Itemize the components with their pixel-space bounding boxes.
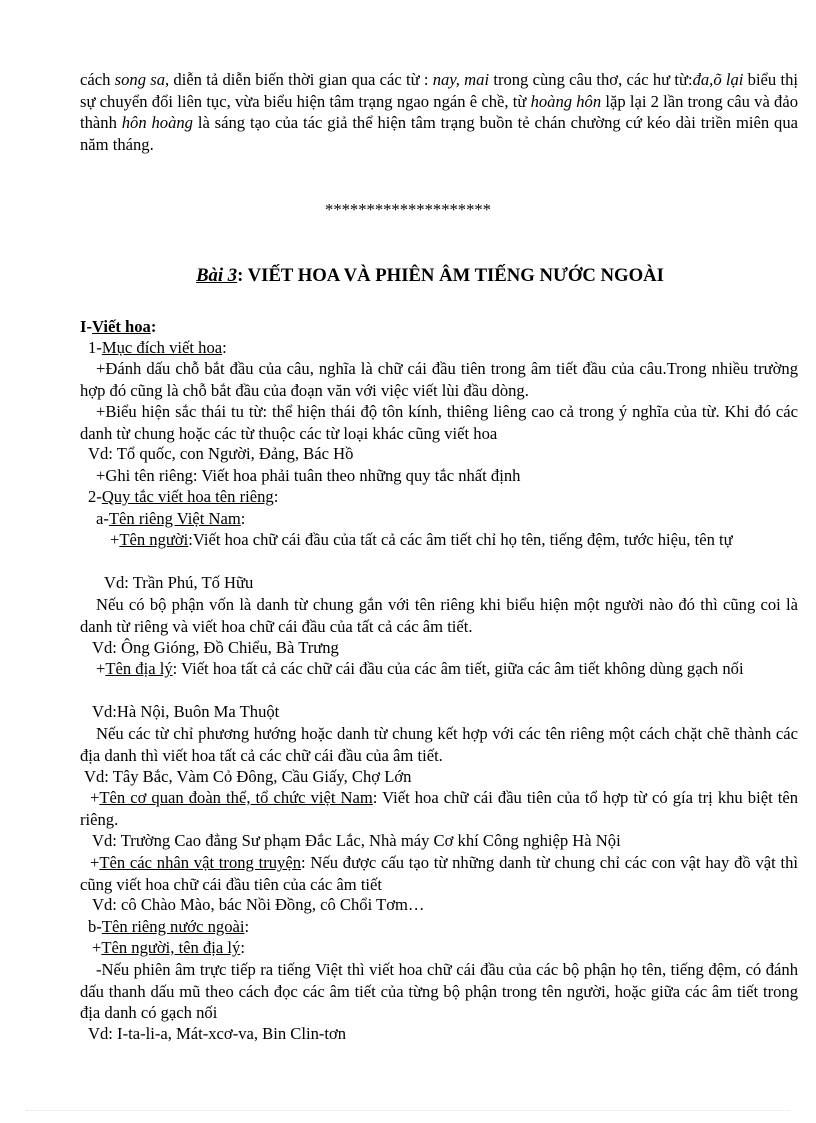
text-run: biểu thị sự chuyển đổi liên tục, vừa biểu hiện tâm trạng ngao ngán ê chề, từ [80, 70, 798, 111]
rule-term: Tên người [119, 530, 189, 549]
subsection-colon: : [244, 917, 250, 936]
subsection-colon: : [240, 509, 246, 528]
bullet-plus: + [90, 788, 100, 807]
subsection-prefix: 1- [88, 338, 102, 357]
subsection-a-heading [96, 508, 245, 530]
subsection-b-heading [88, 916, 249, 938]
rule-term: Tên cơ quan đoàn thể, tổ chức việt Nam [99, 788, 373, 807]
paragraph-directions: Nếu các từ chỉ phương hướng hoặc danh từ chung kết hợp với các tên riêng một cách chặt chẽ thành các địa danh thì viết hoa tất cả các chữ cái đầu của âm tiết. [80, 724, 798, 765]
paragraph-organizations [80, 787, 798, 830]
subsection-title: Tên riêng Việt Nam [108, 509, 241, 528]
rule-text: : Viết hoa tất cả các chữ cái đầu của các âm tiết, giữa các âm tiết không dùng gạch nối [172, 659, 744, 678]
rule-text: :Viết hoa chữ cái đầu của tất cả các âm tiết chỉ họ tên, tiếng đệm, tước hiệu, tên tự [188, 530, 733, 549]
rule-term: Tên các nhân vật trong truyện [99, 853, 301, 872]
subsection-prefix: 2- [88, 487, 102, 506]
subsection-prefix: a- [96, 509, 109, 528]
lesson-number: Bài 3 [196, 265, 238, 286]
paragraph-common-noun: Nếu có bộ phận vốn là danh từ chung gắn với tên riêng khi biểu hiện một người nào đó thì cũng coi là danh từ riêng và viết hoa chữ cái đầu của tất cả các âm tiết. [80, 595, 798, 636]
example-line: Vd: I-ta-li-a, Mát-xcơ-va, Bin Clin-tơn [88, 1024, 347, 1043]
text-run: là sáng tạo của tác giả thể hiện tâm trạng buồn tẻ chán chường cứ kéo dài triền miên qua năm tháng. [80, 113, 798, 154]
bullet-plus: + [110, 530, 120, 549]
paragraph-characters [80, 852, 798, 895]
example-line: Vd: Tổ quốc, con Người, Đảng, Bác Hồ [88, 444, 354, 463]
paragraph-purpose-c: +Ghi tên riêng: Viết hoa phải tuân theo những quy tắc nhất định [96, 466, 521, 485]
section-prefix: I- [80, 317, 92, 336]
rule-colon: : [240, 938, 245, 957]
rule-term: Tên địa lý [105, 659, 173, 678]
rule-text: : Nếu được cấu tạo từ những danh từ chung chỉ các con vật hay đồ vật thì cũng viết hoa chữ cái đầu tiên của các âm tiết [80, 853, 798, 894]
text-run: , diễn tả diễn biến thời gian qua các từ : [165, 70, 433, 89]
subsection-title: Tên riêng nước ngoài [101, 917, 245, 936]
example-line: Vd: Trường Cao đẳng Sư phạm Đắc Lắc, Nhà máy Cơ khí Công nghiệp Hà Nội [92, 831, 621, 850]
paragraph-purpose-b: +Biểu hiện sắc thái tu từ: thể hiện thái độ tôn kính, thiêng liêng cao cả trong ý nghĩa của từ. Khi đó các danh từ chung hoặc các từ thuộc các từ loại khác cũng viết hoa [80, 402, 798, 443]
example-line: Vd:Hà Nội, Buôn Ma Thuột [92, 702, 280, 721]
lesson-title: : VIẾT HOA VÀ PHIÊN ÂM TIẾNG NƯỚC NGOÀI [237, 265, 664, 286]
paragraph-person-names [80, 529, 798, 551]
rule-text: : Viết hoa chữ cái đầu tiên của tổ hợp từ có gía trị khu biệt tên riêng. [80, 788, 799, 829]
subsection-colon: : [222, 338, 227, 357]
section-colon: : [150, 317, 157, 336]
subsection-title: Mục đích viết hoa [101, 338, 223, 357]
text-run: lặp lại 2 lần trong câu và đảo thành [80, 91, 798, 132]
lesson-heading [0, 264, 816, 288]
foreign-names-heading [92, 937, 245, 959]
italic-term: nay, mai [432, 70, 490, 89]
paragraph-purpose-a: +Đánh dấu chỗ bắt đầu của câu, nghĩa là chữ cái đầu tiên trong âm tiết đầu của câu.Trong nhiều trường hợp đó cũng là chỗ bắt đầu của đoạn văn với việc viết lùi đầu dòng. [80, 359, 798, 400]
section-1-heading [80, 316, 156, 338]
section-title: Viết hoa [91, 317, 151, 336]
section-separator: ******************** [325, 200, 491, 219]
rule-term: Tên người, tên địa lý [101, 938, 241, 957]
subsection-title: Quy tắc viết hoa tên riêng [101, 487, 274, 506]
example-line: Vd: Tây Bắc, Vàm Cỏ Đông, Cầu Giấy, Chợ Lớn [84, 767, 412, 786]
example-line: Vd: Ông Gióng, Đồ Chiểu, Bà Trưng [92, 638, 339, 657]
paragraph-transliteration: -Nếu phiên âm trực tiếp ra tiếng Việt thì viết hoa chữ cái đầu của các bộ phận họ tên, tiếng đệm, có đánh dấu thanh dấu mũ theo cách đọc các âm tiết của từng bộ phận trong tên người, hoặc giữa các âm tiết trong địa danh có gạch nối [80, 960, 798, 1022]
text-run: cách [80, 70, 115, 89]
intro-paragraph [80, 69, 798, 155]
example-line: Vd: Trần Phú, Tố Hữu [104, 573, 254, 592]
subsection-2-heading [88, 486, 278, 508]
italic-term: đa,õ lại [692, 70, 744, 89]
bullet-plus: + [92, 938, 102, 957]
bullet-plus: + [90, 853, 100, 872]
subsection-prefix: b- [88, 917, 102, 936]
bullet-plus: + [96, 659, 106, 678]
example-line: Vd: cô Chào Mào, bác Nồi Đồng, cô Chổi Tơm… [92, 895, 425, 914]
italic-term: hoàng hôn [530, 91, 602, 111]
subsection-colon: : [273, 487, 279, 506]
italic-term: song sa [114, 70, 166, 89]
subsection-1-heading [88, 337, 227, 359]
page-bottom-divider [26, 1110, 790, 1111]
paragraph-place-names [80, 658, 798, 680]
italic-term: hôn hoàng [121, 113, 193, 132]
text-run: trong cùng câu thơ, các hư từ: [489, 70, 693, 89]
